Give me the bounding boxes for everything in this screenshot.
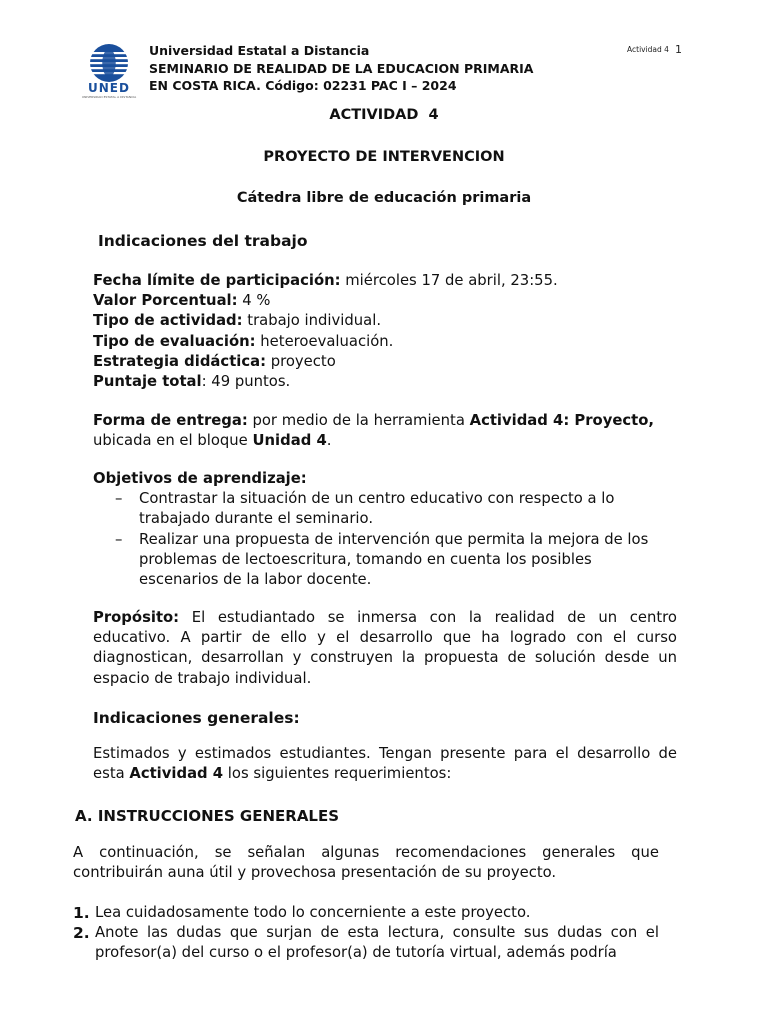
detail-strategy: Estrategia didáctica: proyecto — [93, 352, 336, 370]
project-title: PROYECTO DE INTERVENCION — [263, 149, 505, 165]
logo-subtext: UNIVERSIDAD ESTATAL A DISTANCIA — [81, 95, 137, 99]
delivery-unit: Unidad 4 — [252, 432, 327, 450]
header-code: EN COSTA RICA. Código: 02231 PAC I – 2024 — [149, 78, 457, 93]
details-list — [93, 271, 558, 392]
section-a-heading — [75, 806, 339, 826]
step-item: 1. Lea cuidadosamente todo lo concerniente a este proyecto. — [73, 904, 531, 922]
purpose-paragraph: Propósito: El estudiantado se inmersa con la realidad de un centro educativo. A partir de ello y el desarrollo que ha logrado con el curso diagnostican, desarrollan y construyen la propuesta de solución desde un espacio de trabajo individual. — [93, 609, 677, 687]
uned-logo — [76, 43, 142, 103]
indications-heading: Indicaciones del trabajo — [98, 232, 308, 250]
section-a-marker: A. — [75, 807, 93, 825]
activity-title: ACTIVIDAD 4 — [329, 107, 439, 123]
objectives-heading: Objetivos de aprendizaje: — [93, 470, 307, 487]
detail-total-score: Puntaje total: 49 puntos. — [93, 373, 291, 391]
section-a-title: INSTRUCCIONES GENERALES — [97, 807, 340, 825]
detail-evaluation-type: Tipo de evaluación: heteroevaluación. — [93, 332, 394, 350]
step-item: 2. Anote las dudas que surjan de esta lectura, consulte sus dudas con el profesor(a) del curso o el profesor(a) de tutoría virtual, además podría — [73, 924, 659, 962]
header-university: Universidad Estatal a Distancia — [149, 43, 370, 58]
delivery-paragraph: Forma de entrega: por medio de la herramienta Actividad 4: Proyecto, ubicada en el bloque Unidad 4. — [93, 412, 655, 450]
logo-text: UNED — [88, 81, 130, 95]
page-number: 1 — [675, 43, 682, 56]
page-tag: Actividad 4 — [627, 45, 669, 54]
delivery-tool: Actividad 4: Proyecto, — [469, 412, 655, 429]
detail-deadline: Fecha límite de participación: miércoles 17 de abril, 23:55. — [93, 272, 558, 289]
delivery-label: Forma de entrega: — [93, 412, 248, 429]
section-a-intro: A continuación, se señalan algunas recomendaciones generales que contribuirán auna útil y provechosa presentación de su proyecto. — [73, 844, 659, 882]
chair-title: Cátedra libre de educación primaria — [236, 190, 532, 206]
general-indications-heading: Indicaciones generales: — [93, 709, 300, 727]
purpose-label: Propósito: — [93, 609, 180, 626]
general-indications-paragraph: Estimados y estimados estudiantes. Tengan presente para el desarrollo de esta Actividad 4 los siguientes requerimientos: — [93, 745, 677, 783]
objectives-section — [93, 469, 673, 590]
header-course: SEMINARIO DE REALIDAD DE LA EDUCACION PRIMARIA — [149, 60, 534, 76]
objective-item: – Contrastar la situación de un centro educativo con respecto a lo trabajado durante el seminario. — [93, 489, 673, 529]
objective-item: – Realizar una propuesta de intervención que permita la mejora de los problemas de lectoescritura, tomando en cuenta los posibles escenarios de la labor docente. — [93, 530, 673, 591]
general-indications-activity: Actividad 4 — [129, 765, 224, 783]
document-header — [149, 42, 533, 95]
uned-globe-icon — [88, 43, 130, 83]
detail-percentage: Valor Porcentual: 4 % — [93, 292, 271, 310]
detail-activity-type: Tipo de actividad: trabajo individual. — [93, 312, 382, 330]
section-a-steps — [73, 903, 659, 964]
